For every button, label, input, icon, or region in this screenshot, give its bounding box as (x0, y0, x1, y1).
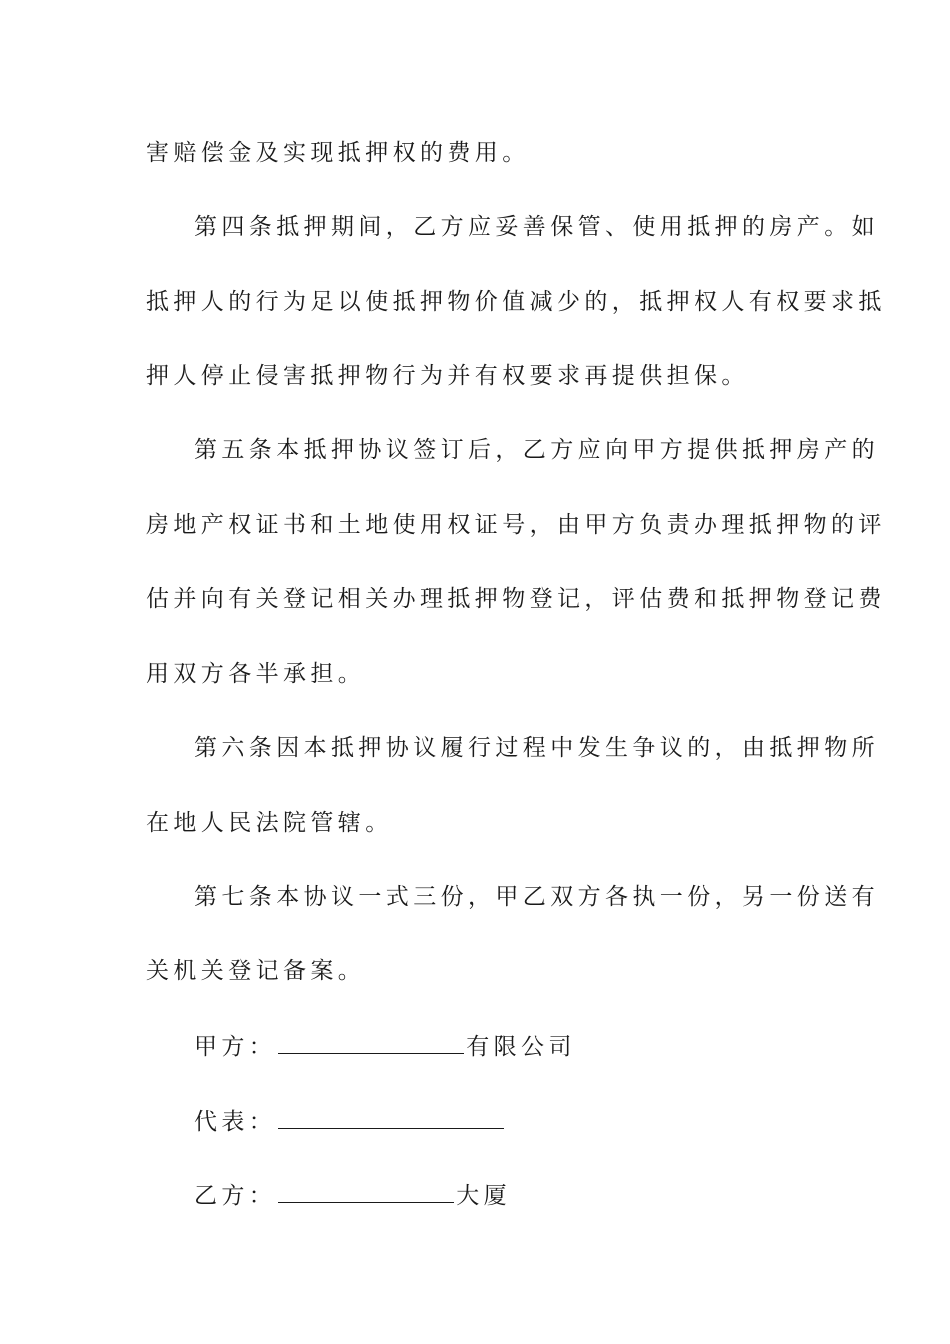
representative-blank (278, 1108, 504, 1129)
party-a-label: 甲方： (194, 1034, 277, 1060)
party-b-signature (194, 1181, 511, 1211)
paragraph-line: 害赔偿金及实现抵押权的费用。 (146, 140, 530, 166)
party-b-label: 乙方： (194, 1183, 277, 1209)
party-b-blank (278, 1182, 454, 1203)
paragraph-line: 关机关登记备案。 (146, 958, 366, 984)
paragraph-line: 第五条本抵押协议签订后，乙方应向甲方提供抵押房产的 (194, 437, 879, 463)
party-a-suffix: 有限公司 (466, 1034, 576, 1060)
paragraph-line: 估并向有关登记相关办理抵押物登记，评估费和抵押物登记费 (146, 586, 886, 612)
paragraph-line: 用双方各半承担。 (146, 661, 366, 687)
paragraph-line: 第七条本协议一式三份，甲乙双方各执一份，另一份送有 (194, 884, 879, 910)
representative-label: 代表： (194, 1109, 277, 1135)
paragraph-line: 押人停止侵害抵押物行为并有权要求再提供担保。 (146, 363, 749, 389)
party-a-blank (278, 1033, 464, 1054)
party-a-signature (194, 1032, 576, 1062)
representative-signature (194, 1107, 506, 1137)
party-b-suffix: 大厦 (456, 1183, 512, 1209)
paragraph-line: 第六条因本抵押协议履行过程中发生争议的，由抵押物所 (194, 735, 879, 761)
paragraph-line: 在地人民法院管辖。 (146, 810, 393, 836)
paragraph-line: 房地产权证书和土地使用权证号，由甲方负责办理抵押物的评 (146, 512, 886, 538)
paragraph-line: 第四条抵押期间，乙方应妥善保管、使用抵押的房产。如 (194, 214, 879, 240)
paragraph-line: 抵押人的行为足以使抵押物价值减少的，抵押权人有权要求抵 (146, 289, 886, 315)
